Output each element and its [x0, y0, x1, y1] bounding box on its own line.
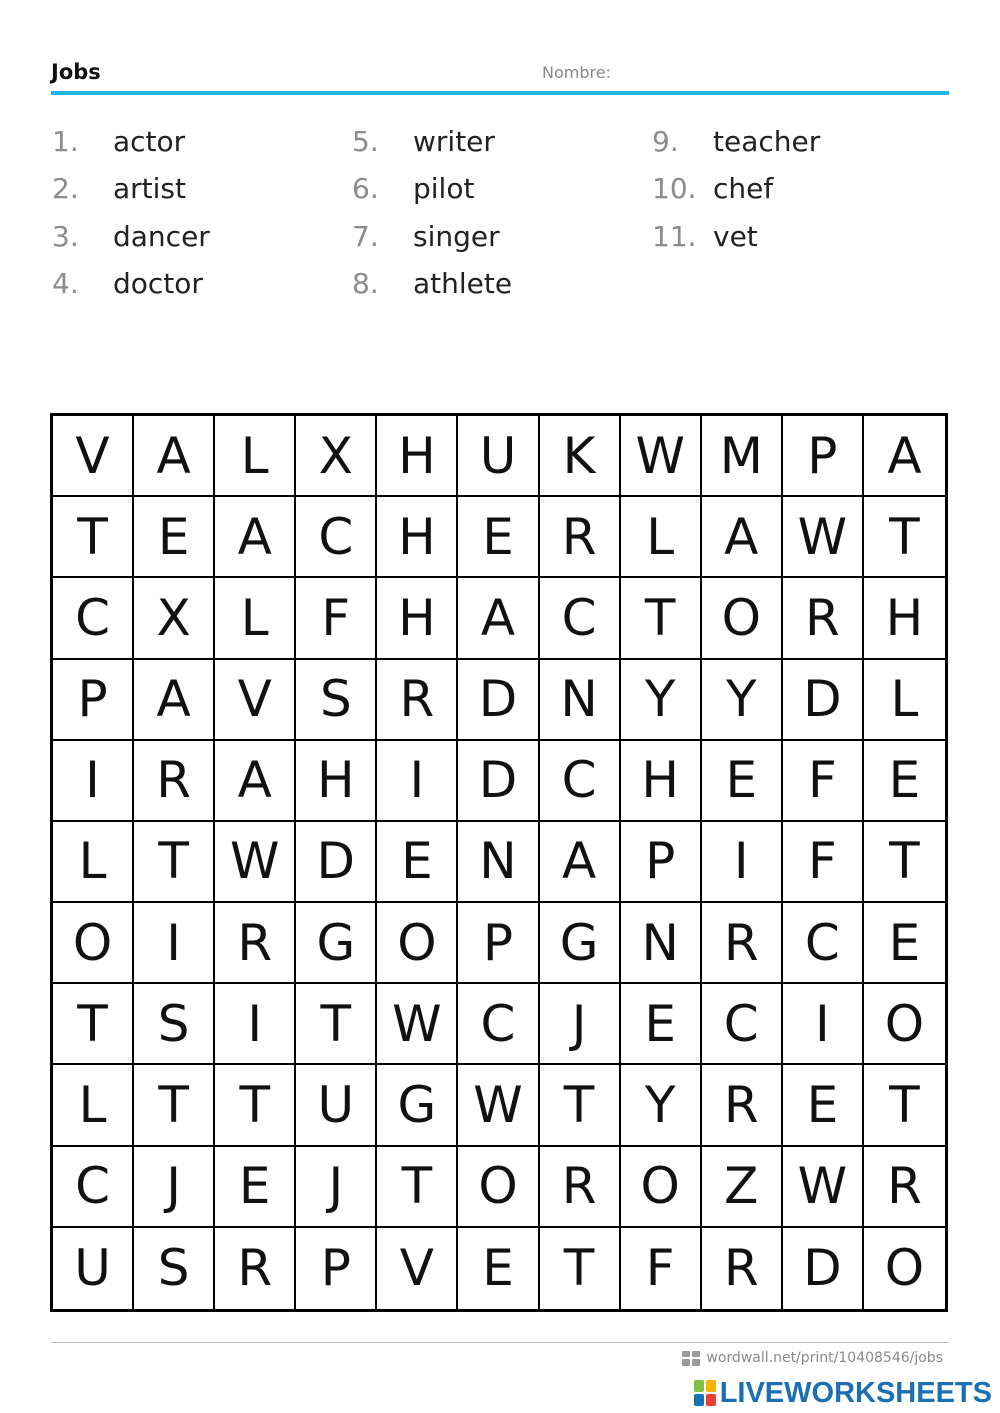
grid-cell[interactable]: U — [296, 1065, 377, 1146]
liveworksheets-logo-icon — [694, 1380, 716, 1406]
grid-cell[interactable]: I — [377, 741, 458, 822]
word-text: actor — [113, 125, 186, 158]
grid-cell[interactable]: G — [540, 903, 621, 984]
grid-cell[interactable]: F — [296, 578, 377, 659]
word-text: teacher — [713, 125, 821, 158]
word-text: dancer — [113, 220, 210, 253]
grid-cell[interactable]: O — [621, 1147, 702, 1228]
grid-cell[interactable]: R — [864, 1147, 945, 1228]
grid-cell[interactable]: E — [458, 1228, 539, 1309]
grid-cell[interactable]: R — [702, 903, 783, 984]
grid-cell[interactable]: D — [783, 1228, 864, 1309]
grid-cell[interactable]: K — [540, 416, 621, 497]
grid-cell[interactable]: T — [864, 1065, 945, 1146]
grid-cell[interactable]: A — [864, 416, 945, 497]
grid-cell[interactable]: A — [540, 822, 621, 903]
word-text: vet — [713, 220, 758, 253]
brand-text: LIVEWORKSHEETS — [719, 1376, 992, 1409]
grid-cell[interactable]: I — [702, 822, 783, 903]
grid-cell[interactable]: C — [53, 578, 134, 659]
grid-cell[interactable]: A — [458, 578, 539, 659]
grid-cell[interactable]: E — [458, 497, 539, 578]
grid-cell[interactable]: E — [377, 822, 458, 903]
grid-cell[interactable]: C — [540, 741, 621, 822]
grid-cell[interactable]: A — [134, 660, 215, 741]
grid-cell[interactable]: W — [215, 822, 296, 903]
grid-cell[interactable]: G — [296, 903, 377, 984]
grid-cell[interactable]: E — [134, 497, 215, 578]
grid-cell[interactable]: V — [377, 1228, 458, 1309]
grid-cell[interactable]: E — [621, 984, 702, 1065]
grid-cell[interactable]: Y — [621, 1065, 702, 1146]
word-number: 9. — [652, 125, 679, 158]
word-text: artist — [113, 172, 186, 205]
grid-cell[interactable]: I — [134, 903, 215, 984]
grid-cell[interactable]: H — [377, 497, 458, 578]
grid-cell[interactable]: O — [702, 578, 783, 659]
grid-cell[interactable]: P — [53, 660, 134, 741]
grid-cell[interactable]: O — [864, 984, 945, 1065]
grid-cell[interactable]: C — [783, 903, 864, 984]
header-divider — [51, 91, 949, 95]
word-number: 10. — [652, 172, 697, 205]
word-number: 11. — [652, 220, 697, 253]
grid-cell[interactable]: V — [215, 660, 296, 741]
grid-cell[interactable]: T — [864, 822, 945, 903]
grid-cell[interactable]: S — [134, 1228, 215, 1309]
grid-cell[interactable]: S — [296, 660, 377, 741]
grid-cell[interactable]: A — [215, 497, 296, 578]
grid-cell[interactable]: T — [134, 822, 215, 903]
grid-cell[interactable]: X — [296, 416, 377, 497]
grid-cell[interactable]: V — [53, 416, 134, 497]
grid-cell[interactable]: L — [53, 1065, 134, 1146]
grid-cell[interactable]: R — [702, 1065, 783, 1146]
grid-cell[interactable]: R — [377, 660, 458, 741]
grid-cell[interactable]: T — [296, 984, 377, 1065]
source-url-text: wordwall.net/print/10408546/jobs — [706, 1350, 943, 1366]
worksheet-header — [51, 58, 949, 94]
grid-cell[interactable]: O — [53, 903, 134, 984]
grid-cell[interactable]: I — [783, 984, 864, 1065]
grid-cell[interactable]: H — [296, 741, 377, 822]
grid-cell[interactable]: P — [783, 416, 864, 497]
grid-cell[interactable]: D — [458, 741, 539, 822]
grid-cell[interactable]: H — [864, 578, 945, 659]
grid-cell[interactable]: L — [864, 660, 945, 741]
word-text: pilot — [413, 172, 475, 205]
grid-cell[interactable]: T — [540, 1228, 621, 1309]
grid-cell[interactable]: Z — [702, 1147, 783, 1228]
grid-cell[interactable]: W — [783, 1147, 864, 1228]
grid-cell[interactable]: J — [540, 984, 621, 1065]
grid-cell[interactable]: A — [215, 741, 296, 822]
grid-cell[interactable]: Y — [621, 660, 702, 741]
grid-cell[interactable]: R — [215, 1228, 296, 1309]
source-url — [682, 1350, 943, 1366]
word-number: 3. — [52, 220, 79, 253]
grid-cell[interactable]: R — [702, 1228, 783, 1309]
word-number: 2. — [52, 172, 79, 205]
grid-cell[interactable]: N — [621, 903, 702, 984]
word-text: athlete — [413, 267, 513, 300]
grid-cell[interactable]: H — [621, 741, 702, 822]
grid-cell[interactable]: U — [53, 1228, 134, 1309]
grid-cell[interactable]: A — [134, 416, 215, 497]
grid-cell[interactable]: C — [540, 578, 621, 659]
grid-cell[interactable]: P — [621, 822, 702, 903]
grid-cell[interactable]: T — [215, 1065, 296, 1146]
grid-cell[interactable]: H — [377, 578, 458, 659]
page-title: Jobs — [51, 60, 101, 84]
grid-cell[interactable]: E — [864, 903, 945, 984]
word-text: writer — [413, 125, 495, 158]
grid-cell[interactable]: D — [783, 660, 864, 741]
grid-cell[interactable]: M — [702, 416, 783, 497]
grid-cell[interactable]: W — [458, 1065, 539, 1146]
grid-cell[interactable]: Y — [702, 660, 783, 741]
grid-cell[interactable]: F — [783, 741, 864, 822]
word-text: singer — [413, 220, 500, 253]
grid-cell[interactable]: W — [783, 497, 864, 578]
grid-cell[interactable]: N — [458, 822, 539, 903]
grid-cell[interactable]: J — [296, 1147, 377, 1228]
grid-cell[interactable]: O — [884, 1239, 925, 1298]
word-number: 5. — [352, 125, 379, 158]
grid-cell[interactable]: I — [215, 984, 296, 1065]
grid-cell[interactable]: L — [621, 497, 702, 578]
grid-cell[interactable]: T — [53, 497, 134, 578]
grid-cell[interactable]: T — [134, 1065, 215, 1146]
grid-cell[interactable]: X — [134, 578, 215, 659]
grid-cell[interactable]: R — [540, 497, 621, 578]
grid-cell[interactable]: F — [621, 1228, 702, 1309]
grid-cell[interactable]: T — [53, 984, 134, 1065]
grid-cell[interactable]: O — [458, 1147, 539, 1228]
grid-cell[interactable]: R — [540, 1147, 621, 1228]
grid-cell[interactable]: P — [296, 1228, 377, 1309]
word-list — [52, 120, 932, 320]
grid-cell[interactable]: E — [783, 1065, 864, 1146]
grid-cell[interactable]: C — [702, 984, 783, 1065]
grid-cell[interactable]: C — [458, 984, 539, 1065]
grid-cell[interactable]: D — [458, 660, 539, 741]
grid-cell[interactable]: C — [296, 497, 377, 578]
grid-cell[interactable]: L — [215, 578, 296, 659]
wordwall-icon — [682, 1351, 700, 1366]
grid-cell[interactable]: I — [53, 741, 134, 822]
word-number: 8. — [352, 267, 379, 300]
grid-cell[interactable]: W — [377, 984, 458, 1065]
grid-cell[interactable]: L — [53, 822, 134, 903]
grid-cell[interactable]: R — [134, 741, 215, 822]
grid-cell[interactable]: R — [215, 903, 296, 984]
grid-cell[interactable]: A — [702, 497, 783, 578]
grid-cell[interactable]: N — [540, 660, 621, 741]
grid-cell[interactable]: R — [783, 578, 864, 659]
grid-cell[interactable]: T — [377, 1147, 458, 1228]
grid-cell[interactable]: P — [458, 903, 539, 984]
grid-cell[interactable]: D — [296, 822, 377, 903]
grid-cell[interactable]: U — [458, 416, 539, 497]
word-number: 7. — [352, 220, 379, 253]
grid-cell[interactable]: S — [134, 984, 215, 1065]
grid-cell[interactable]: E — [702, 741, 783, 822]
grid-cell[interactable]: O — [377, 903, 458, 984]
grid-cell[interactable]: E — [215, 1147, 296, 1228]
word-number: 6. — [352, 172, 379, 205]
grid-cell[interactable]: H — [377, 416, 458, 497]
grid-cell[interactable]: J — [134, 1147, 215, 1228]
grid-cell[interactable]: T — [864, 497, 945, 578]
grid-cell[interactable]: T — [540, 1065, 621, 1146]
grid-cell[interactable]: T — [621, 578, 702, 659]
grid-cell[interactable]: C — [53, 1147, 134, 1228]
liveworksheets-brand — [694, 1376, 992, 1410]
word-text: doctor — [113, 267, 203, 300]
grid-cell[interactable]: G — [377, 1065, 458, 1146]
name-field-label: Nombre: — [542, 63, 611, 82]
word-number: 4. — [52, 267, 79, 300]
word-text: chef — [713, 172, 774, 205]
grid-cell[interactable]: W — [621, 416, 702, 497]
word-number: 1. — [52, 125, 79, 158]
word-search-grid — [50, 413, 948, 1312]
grid-cell[interactable]: F — [783, 822, 864, 903]
grid-cell[interactable]: E — [864, 741, 945, 822]
footer-divider — [51, 1342, 949, 1343]
grid-cell[interactable]: L — [215, 416, 296, 497]
